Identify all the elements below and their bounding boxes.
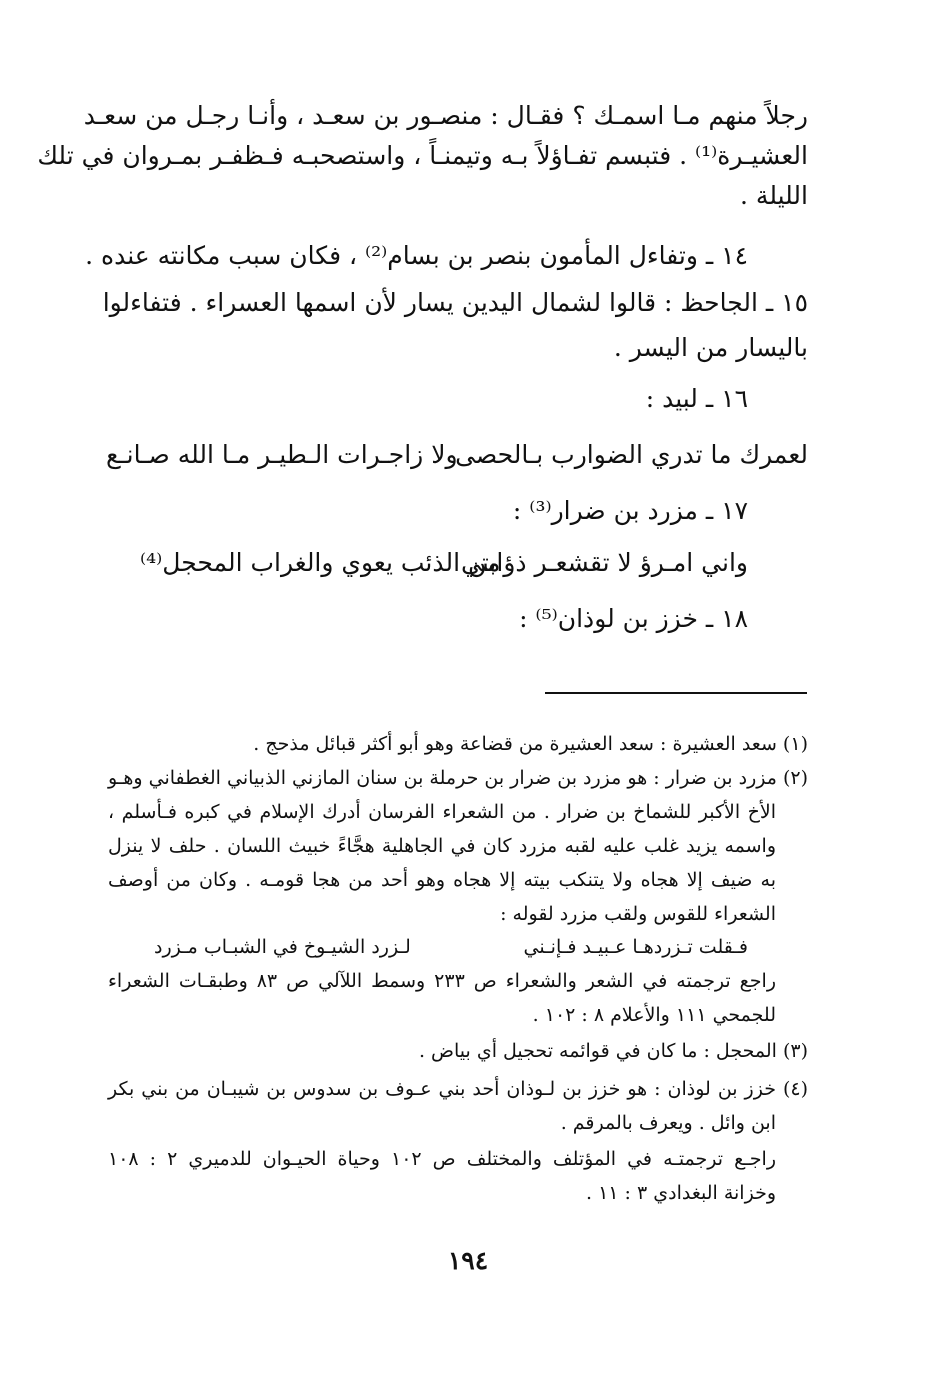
footnote-reference: راجـع ترجمتـه في المؤتلف والمختلف ص ١٠٢ وحياة الحيـوان للدميري ٢ : ١٠٨: [108, 1148, 776, 1170]
footnote-verse-second-hemistich: لـزرد الشيـوخ في الشبـاب مـزرد: [154, 936, 411, 958]
numbered-item-14: ١٤ ـ وتفاءل المأمون بنصر بن بسام⁽²⁾ ، فكان سبب مكانته عنده .: [85, 241, 748, 270]
footnote-verse-first-hemistich: فـقلت تـزردهـا عـبيـد فـإنـني: [523, 936, 748, 958]
paragraph-line: الليلة .: [740, 181, 808, 210]
footnote-line: الأخ الأكبر للشماخ بن ضرار . من الشعراء الفرسان أدرك الإسلام في كبره فـأسلم ،: [108, 801, 776, 823]
numbered-item-15: ١٥ ـ الجاحظ : قالوا لشمال اليدين يسار لأن اسمها العسراء . فتفاءلوا: [102, 288, 808, 317]
verse-2-first-hemistich: واني امـرؤ لا تقشعـر ذؤابتي: [461, 548, 748, 577]
footnote-line: به ضيف إلا هجاه ولا يتنكب بيته إلا هجاه وهو أحد من هجا قومـه . وكان من أوصف: [108, 869, 776, 891]
verse-1-second-hemistich: ولا زاجـرات الـطيـر مـا الله صـانـع: [106, 440, 458, 469]
footnote-line: وخزانة البغدادي ٣ : ١١ .: [585, 1182, 776, 1204]
footnote-line: واسمه يزيد غلب عليه لقبه مزرد كان في الجاهلية هجَّاءً خبيث اللسان . حلف لا ينزل: [108, 835, 776, 857]
footnote-4: (٤) خزز بن لوذان : هو خزز بن لـوذان أحد بني عـوف بن سدوس بن شيبـان من بني بكر: [108, 1078, 808, 1100]
numbered-item-18: ١٨ ـ خزز بن لوذان⁽⁵⁾ :: [519, 604, 748, 633]
footnote-3: (٣) المحجل : ما كان في قوائمه تحجيل أي بياض .: [418, 1040, 808, 1062]
paragraph-line: باليسار من اليسر .: [613, 333, 808, 362]
footnote-line: للجمحي ١١١ والأعلام ٨ : ١٠٢ .: [532, 1004, 776, 1026]
footnote-line: الشعراء للقوس ولقب مزرد لقوله :: [500, 903, 776, 925]
numbered-item-17: ١٧ ـ مزرد بن ضرار⁽³⁾ :: [512, 496, 748, 525]
verse-2-second-hemistich: من الذئب يعوي والغراب المحجل⁽⁴⁾: [140, 548, 501, 577]
paragraph-line: رجلاً منهم مـا اسمـك ؟ فقـال : منصـور بن سعـد ، وأنـا رجـل من سعـد: [83, 101, 808, 130]
verse-1-first-hemistich: لعمرك ما تدري الضوارب بـالحصى: [455, 440, 808, 469]
footnote-reference: راجع ترجمته في الشعر والشعراء ص ٢٣٣ وسمط اللآلي ص ٨٣ وطبقـات الشعراء: [108, 970, 776, 992]
footnote-1: (١) سعد العشيرة : سعد العشيرة من قضاعة وهو أبو أكثر قبائل مذحج .: [253, 733, 808, 755]
footnote-separator: [545, 692, 807, 694]
paragraph-line: العشيـرة⁽¹⁾ . فتبسم تفـاؤلاً بـه وتيمنـاً ، واستصحبـه فـظفـر بمـروان في تلك: [37, 141, 808, 170]
numbered-item-16: ١٦ ـ لبيد :: [645, 384, 748, 413]
footnote-line: ابن وائل . ويعرف بالمرقم .: [560, 1112, 776, 1134]
footnote-2: (٢) مزرد بن ضرار : هو مزرد بن ضرار بن حرملة بن سنان المازني الذبياني الغطفاني وهـو: [108, 767, 808, 789]
page-number: ١٩٤: [447, 1246, 489, 1275]
